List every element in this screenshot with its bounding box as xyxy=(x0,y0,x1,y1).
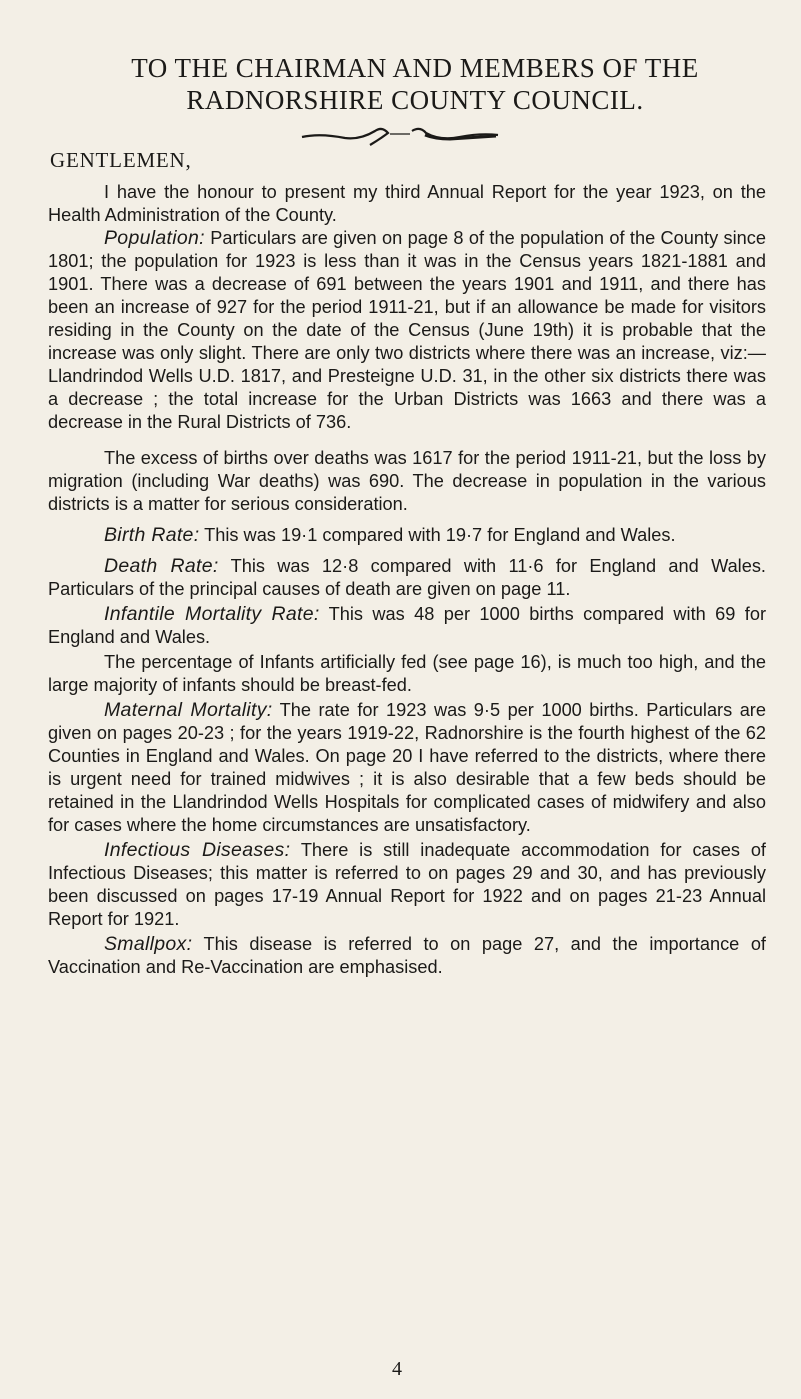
intro-paragraph: I have the honour to present my third Annual Report for the year 1923, on the Health Administration of the County. xyxy=(48,182,766,225)
birth-rate-text: This was 19·1 compared with 19·7 for England and Wales. xyxy=(199,525,676,545)
report-body xyxy=(48,181,766,979)
excess-paragraph: The excess of births over deaths was 1617 for the period 1911-21, but the loss by migration (including War deaths) was 690. The decrease in population in the various districts is a matter for serious consideration. xyxy=(48,448,766,514)
population-paragraph xyxy=(48,227,766,434)
title-line-2: RADNORSHIRE COUNTY COUNCIL. xyxy=(186,85,644,115)
smallpox-heading: Smallpox: xyxy=(104,933,193,955)
infectious-diseases-paragraph xyxy=(48,839,766,931)
infantile-mortality-text: This was 48 per 1000 births compared with 69 for England and Wales. xyxy=(48,604,766,647)
population-heading: Population: xyxy=(104,227,205,249)
maternal-mortality-paragraph xyxy=(48,699,766,837)
infectious-diseases-text: There is still inadequate accommodation for cases of Infectious Diseases; this matter is referred to on pages 29 and 30, and has previously been discussed on pages 17-19 Annual Report for 1922 and on pages 21-23 Annual Report for 1921. xyxy=(48,840,766,929)
infantile-mortality-paragraph xyxy=(48,603,766,649)
death-rate-heading: Death Rate: xyxy=(104,555,219,577)
smallpox-paragraph xyxy=(48,933,766,979)
title-line-1: TO THE CHAIRMAN AND MEMBERS OF THE xyxy=(131,53,699,83)
death-rate-text: This was 12·8 compared with 11·6 for England and Wales. Particulars of the principal causes of death are given on page 11. xyxy=(48,556,766,599)
maternal-mortality-heading: Maternal Mortality: xyxy=(104,699,273,721)
infectious-diseases-heading: Infectious Diseases: xyxy=(104,839,291,861)
birth-rate-heading: Birth Rate: xyxy=(104,524,200,546)
death-rate-paragraph xyxy=(48,555,766,601)
birth-rate-paragraph xyxy=(48,524,766,547)
artificial-feeding-paragraph: The percentage of Infants artificially fed (see page 16), is much too high, and the large majority of infants should be breast-fed. xyxy=(48,652,766,695)
page-number: 4 xyxy=(392,1358,402,1380)
salutation: GENTLEMEN, xyxy=(50,148,192,172)
report-title xyxy=(50,52,780,116)
smallpox-text: This disease is referred to on page 27, and the importance of Vaccination and Re-Vaccination are emphasised. xyxy=(48,934,766,977)
infantile-mortality-heading: Infantile Mortality Rate: xyxy=(104,603,320,625)
population-text: Particulars are given on page 8 of the population of the County since 1801; the population for 1923 is less than it was in the Census years 1821-1881 and 1901. There was a decrease of 691 between the years 1901 and 1911, and there has been an increase of 927 for the period 1911-21, but if an allowance be made for visitors residing in the County on the date of the Census (June 19th) it is probable that the increase was only slight. There are only two districts where there was an increase, viz:—Llandrindod Wells U.D. 1817, and Presteigne U.D. 31, in the other six districts there was a decrease ; the total increase for the Urban Districts was 1663 and there was a decrease in the Rural Districts of 736. xyxy=(48,228,766,432)
ornament-flourish-icon xyxy=(300,123,500,151)
maternal-mortality-text: The rate for 1923 was 9·5 per 1000 births. Particulars are given on pages 20-23 ; for the years 1919-22, Radnorshire is the fourth highest of the 62 Counties in England and Wales. On page 20 I have referred to the districts, where there is urgent need for trained midwives ; it is also desirable that a few beds should be retained in the Llandrindod Wells Hospitals for complicated cases of midwifery and also for cases where the home circumstances are unsatisfactory. xyxy=(48,700,766,835)
